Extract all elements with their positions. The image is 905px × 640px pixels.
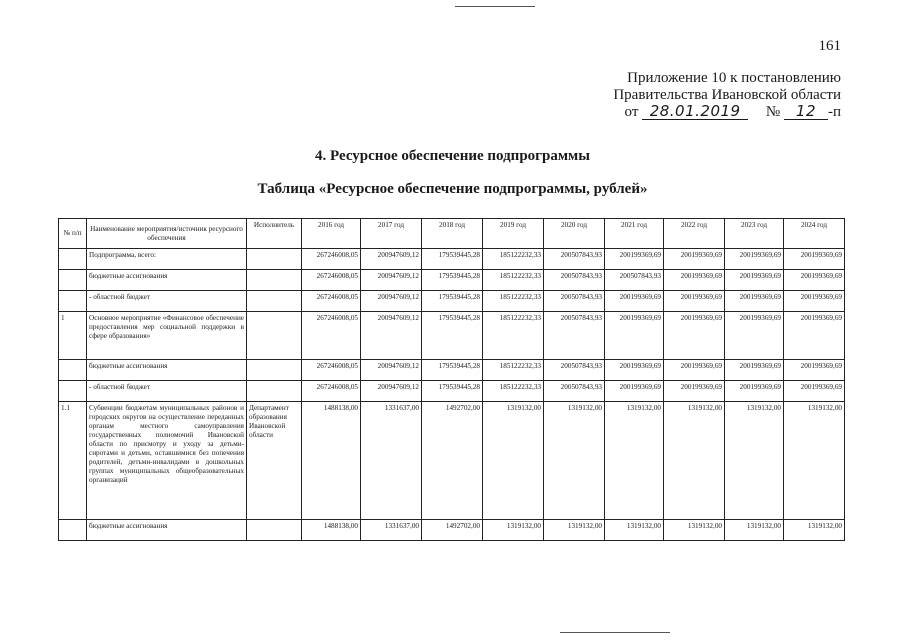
- header-cell: 2016 год: [302, 219, 361, 249]
- number-label: №: [765, 104, 781, 120]
- amount-cell: 200507843,93: [544, 249, 605, 270]
- amount-cell: 179539445,28: [422, 360, 483, 381]
- executor-cell: [247, 249, 302, 270]
- header-cell: 2017 год: [361, 219, 422, 249]
- table-row: [59, 520, 845, 541]
- amount-cell: 1492702,00: [422, 520, 483, 541]
- scan-artifact-bottom: [560, 632, 670, 633]
- amount-cell: 185122232,33: [483, 360, 544, 381]
- amount-cell: 200947609,12: [361, 360, 422, 381]
- table-row: [59, 312, 845, 360]
- resolution-date-row: [560, 104, 841, 121]
- header-cell: Исполнитель: [247, 219, 302, 249]
- executor-cell: [247, 360, 302, 381]
- amount-cell: 1319132,00: [784, 402, 845, 520]
- amount-cell: 200199369,69: [664, 312, 725, 360]
- amount-cell: 267246008,05: [302, 249, 361, 270]
- amount-cell: 185122232,33: [483, 381, 544, 402]
- table-header-row: [59, 219, 845, 249]
- section-title: 4. Ресурсное обеспечение подпрограммы: [315, 148, 590, 164]
- amount-cell: 200199369,69: [784, 270, 845, 291]
- header-cell: 2020 год: [544, 219, 605, 249]
- header-cell: 2021 год: [605, 219, 664, 249]
- activity-name-cell: бюджетные ассигнования: [87, 360, 247, 381]
- amount-cell: 200947609,12: [361, 381, 422, 402]
- activity-name-cell: Подпрограмма, всего:: [87, 249, 247, 270]
- header-cell: 2019 год: [483, 219, 544, 249]
- activity-name-cell: - областной бюджет: [87, 291, 247, 312]
- amount-cell: 200199369,69: [605, 360, 664, 381]
- amount-cell: 185122232,33: [483, 249, 544, 270]
- amount-cell: 267246008,05: [302, 360, 361, 381]
- table-row: [59, 360, 845, 381]
- row-number-cell: [59, 249, 87, 270]
- table-row: [59, 270, 845, 291]
- amount-cell: 200199369,69: [784, 360, 845, 381]
- header-cell: 2022 год: [664, 219, 725, 249]
- amount-cell: 200199369,69: [725, 381, 784, 402]
- executor-cell: [247, 270, 302, 291]
- amount-cell: 200199369,69: [664, 291, 725, 312]
- row-number-cell: 1.1: [59, 402, 87, 520]
- table-row: [59, 381, 845, 402]
- row-number-cell: [59, 360, 87, 381]
- number-suffix: -п: [827, 104, 841, 120]
- amount-cell: 200947609,12: [361, 291, 422, 312]
- executor-cell: Департамент образования Ивановской области: [247, 402, 302, 520]
- row-number-cell: [59, 291, 87, 312]
- amount-cell: 200199369,69: [664, 249, 725, 270]
- amount-cell: 267246008,05: [302, 312, 361, 360]
- amount-cell: 1319132,00: [544, 520, 605, 541]
- amount-cell: 185122232,33: [483, 312, 544, 360]
- amount-cell: 200199369,69: [784, 249, 845, 270]
- scan-artifact-top: [455, 6, 535, 7]
- amount-cell: 1331637,00: [361, 520, 422, 541]
- table-row: [59, 249, 845, 270]
- amount-cell: 267246008,05: [302, 291, 361, 312]
- from-label: от: [624, 104, 639, 120]
- amount-cell: 179539445,28: [422, 291, 483, 312]
- resource-table: [58, 218, 845, 541]
- table-title: Таблица «Ресурсное обеспечение подпрограммы, рублей»: [257, 181, 648, 197]
- amount-cell: 1319132,00: [725, 520, 784, 541]
- amount-cell: 200199369,69: [784, 381, 845, 402]
- amount-cell: 200947609,12: [361, 249, 422, 270]
- amount-cell: 1319132,00: [605, 520, 664, 541]
- amount-cell: 200199369,69: [725, 270, 784, 291]
- amount-cell: 1331637,00: [361, 402, 422, 520]
- header-cell: № п/п: [59, 219, 87, 249]
- amount-cell: 1319132,00: [544, 402, 605, 520]
- executor-cell: [247, 312, 302, 360]
- amount-cell: 200199369,69: [664, 270, 725, 291]
- amount-cell: 200199369,69: [725, 312, 784, 360]
- amount-cell: 200199369,69: [664, 381, 725, 402]
- activity-name-cell: Субвенции бюджетам муниципальных районов и городских округов на осуществление переданных органам местного самоуправления государственных полномочий Ивановской области по присмотру и уходу за детьми-сиротами и детьми, оставшимися без попечения родителей, детьми-инвалидами в дошкольных группах муниципальных общеобразовательных организаций: [87, 402, 247, 520]
- header-cell: 2024 год: [784, 219, 845, 249]
- page-number: 161: [818, 38, 841, 54]
- amount-cell: 267246008,05: [302, 381, 361, 402]
- amount-cell: 200947609,12: [361, 270, 422, 291]
- amount-cell: 200199369,69: [784, 312, 845, 360]
- header-cell: Наименование мероприятия/источник ресурсного обеспечения: [87, 219, 247, 249]
- amount-cell: 200199369,69: [605, 381, 664, 402]
- table-row: [59, 291, 845, 312]
- handwritten-number: 12: [784, 104, 828, 120]
- amount-cell: 1319132,00: [664, 520, 725, 541]
- handwritten-date: 28.01.2019: [642, 104, 748, 120]
- row-number-cell: 1: [59, 312, 87, 360]
- executor-cell: [247, 520, 302, 541]
- amount-cell: 1319132,00: [483, 520, 544, 541]
- row-number-cell: [59, 381, 87, 402]
- amount-cell: 200199369,69: [725, 360, 784, 381]
- amount-cell: 1319132,00: [784, 520, 845, 541]
- amount-cell: 200199369,69: [605, 249, 664, 270]
- row-number-cell: [59, 520, 87, 541]
- activity-name-cell: - областной бюджет: [87, 381, 247, 402]
- amount-cell: 200199369,69: [784, 291, 845, 312]
- amount-cell: 1319132,00: [605, 402, 664, 520]
- amount-cell: 1488138,00: [302, 402, 361, 520]
- amount-cell: 200199369,69: [725, 291, 784, 312]
- header-cell: 2018 год: [422, 219, 483, 249]
- amount-cell: 200507843,93: [544, 381, 605, 402]
- amount-cell: 200947609,12: [361, 312, 422, 360]
- amount-cell: 200507843,93: [544, 291, 605, 312]
- amount-cell: 200507843,93: [544, 312, 605, 360]
- appendix-line-2: Правительства Ивановской области: [613, 87, 841, 103]
- amount-cell: 200199369,69: [605, 291, 664, 312]
- amount-cell: 1488138,00: [302, 520, 361, 541]
- amount-cell: 1319132,00: [483, 402, 544, 520]
- amount-cell: 179539445,28: [422, 312, 483, 360]
- appendix-header: [560, 70, 841, 121]
- amount-cell: 200199369,69: [725, 249, 784, 270]
- amount-cell: 267246008,05: [302, 270, 361, 291]
- amount-cell: 200507843,93: [544, 360, 605, 381]
- row-number-cell: [59, 270, 87, 291]
- amount-cell: 185122232,33: [483, 270, 544, 291]
- amount-cell: 185122232,33: [483, 291, 544, 312]
- appendix-line-1: Приложение 10 к постановлению: [627, 70, 841, 86]
- activity-name-cell: бюджетные ассигнования: [87, 270, 247, 291]
- amount-cell: 200199369,69: [605, 312, 664, 360]
- executor-cell: [247, 381, 302, 402]
- amount-cell: 1492702,00: [422, 402, 483, 520]
- amount-cell: 1319132,00: [664, 402, 725, 520]
- amount-cell: 200199369,69: [664, 360, 725, 381]
- activity-name-cell: бюджетные ассигнования: [87, 520, 247, 541]
- amount-cell: 1319132,00: [725, 402, 784, 520]
- header-cell: 2023 год: [725, 219, 784, 249]
- table-body: [59, 249, 845, 541]
- table-row: [59, 402, 845, 520]
- amount-cell: 179539445,28: [422, 249, 483, 270]
- executor-cell: [247, 291, 302, 312]
- activity-name-cell: Основное мероприятие «Финансовое обеспечение предоставления мер социальной поддержки в сфере образования»: [87, 312, 247, 360]
- amount-cell: 179539445,28: [422, 381, 483, 402]
- amount-cell: 200507843,93: [605, 270, 664, 291]
- amount-cell: 200507843,93: [544, 270, 605, 291]
- amount-cell: 179539445,28: [422, 270, 483, 291]
